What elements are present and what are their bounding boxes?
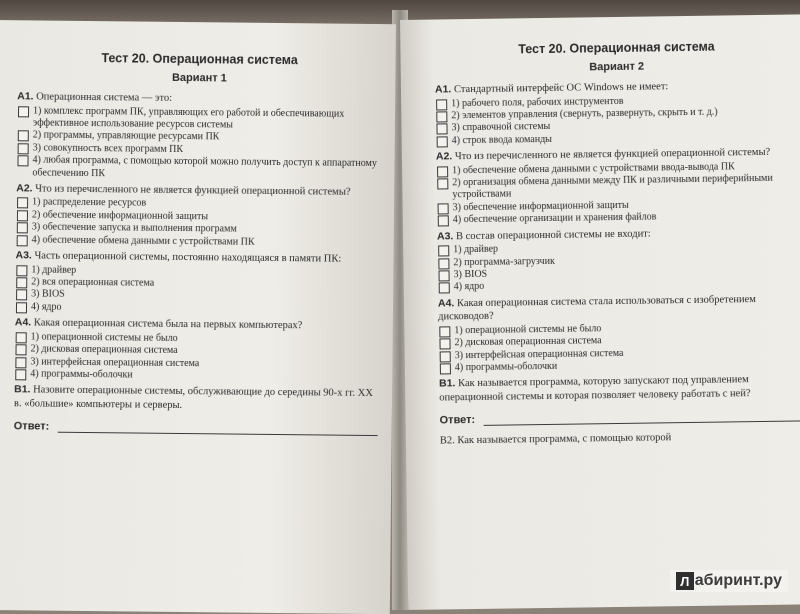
checkbox[interactable] bbox=[17, 198, 28, 209]
question-number: А4. bbox=[14, 316, 32, 329]
checkbox[interactable] bbox=[18, 143, 29, 154]
checkbox[interactable] bbox=[438, 258, 449, 269]
checkbox[interactable] bbox=[439, 283, 450, 294]
question-number: А2. bbox=[16, 182, 33, 195]
question-text: Как называется программа, которую запускают под управлением операционной системы и которая позволяет человеку работать с ней? bbox=[439, 374, 751, 404]
labirint-logo-icon: Л bbox=[676, 572, 694, 590]
answer-line bbox=[14, 421, 378, 437]
page-title: Тест 20. Операционная система bbox=[101, 51, 298, 68]
answer-blank[interactable] bbox=[483, 411, 800, 426]
checkbox[interactable] bbox=[437, 166, 448, 177]
checkbox[interactable] bbox=[438, 216, 449, 227]
option-label: 1) комплекс программ ПК, управляющих его работой и обеспечивающих эффективное использование ресурсов системы bbox=[32, 104, 345, 131]
question-number: А1. bbox=[17, 90, 34, 103]
option-label: 3) обеспечение информационной защиты bbox=[452, 199, 629, 214]
question-5 bbox=[439, 373, 800, 405]
option-label: 2) программа-загрузчик bbox=[453, 255, 555, 268]
checkbox[interactable] bbox=[17, 223, 28, 234]
checkbox[interactable] bbox=[16, 277, 27, 288]
option-label: 2) дисковая операционная система bbox=[30, 343, 178, 357]
option-label: 3) интерфейсная операционная система bbox=[454, 347, 624, 361]
question-4 bbox=[438, 292, 800, 324]
answer-option[interactable] bbox=[14, 368, 378, 384]
option-label: 3) совокупность всех программ ПК bbox=[32, 142, 184, 155]
checkbox[interactable] bbox=[18, 106, 29, 117]
option-label: 1) обеспечение обмена данными с устройствами ввода-вывода ПК bbox=[452, 160, 735, 176]
checkbox[interactable] bbox=[439, 326, 450, 337]
checkbox[interactable] bbox=[437, 178, 448, 189]
option-label: 3) обеспечение запуска и выполнения программ bbox=[31, 221, 237, 235]
checkbox[interactable] bbox=[440, 363, 451, 374]
question-number: А2. bbox=[435, 150, 453, 163]
checkbox[interactable] bbox=[438, 203, 449, 214]
question-text: Часть операционной системы, постоянно находящаяся в памяти ПК: bbox=[34, 250, 342, 265]
option-label: 3) BIOS bbox=[31, 288, 65, 301]
option-label: 2) обеспечение информационной защиты bbox=[31, 209, 209, 223]
question-number: А4. bbox=[437, 297, 455, 310]
question-text: Что из перечисленного не является функцией операционной системы? bbox=[35, 183, 351, 198]
variant-label: Вариант 1 bbox=[171, 71, 227, 85]
watermark-text: абиринт.ру bbox=[694, 572, 782, 589]
checkbox[interactable] bbox=[438, 245, 449, 256]
left-page bbox=[0, 20, 396, 614]
question-text: Какая операционная система стала использоваться с изобретением дисководов? bbox=[438, 293, 756, 323]
question-number: А3. bbox=[15, 249, 32, 262]
checkbox[interactable] bbox=[439, 270, 450, 281]
questions-list bbox=[14, 90, 381, 414]
checkbox[interactable] bbox=[16, 302, 27, 313]
option-label: 4) строк ввода команды bbox=[451, 133, 553, 147]
question-text: Какая операционная система была на первых компьютерах? bbox=[33, 317, 303, 332]
checkbox[interactable] bbox=[436, 124, 447, 135]
checkbox[interactable] bbox=[16, 265, 27, 276]
checkbox[interactable] bbox=[439, 339, 450, 350]
question-number: В1. bbox=[439, 377, 456, 390]
option-label: 4) программы-оболочки bbox=[30, 368, 133, 381]
answer-option[interactable] bbox=[17, 105, 381, 134]
question-text: Что из перечисленного не является функцией операционной системы? bbox=[454, 146, 771, 163]
option-label: 1) рабочего поля, рабочих инструментов bbox=[451, 95, 624, 109]
question-text: Стандартный интерфейс ОС Windows не имеет: bbox=[453, 81, 669, 96]
option-label: 2) организация обмена данными между ПК и различными периферийными устройствами bbox=[452, 172, 773, 201]
checkbox[interactable] bbox=[17, 210, 28, 221]
left-page-content bbox=[14, 50, 382, 436]
option-label: 3) справочной системы bbox=[451, 121, 551, 134]
option-label: 1) операционной системы не было bbox=[30, 331, 178, 344]
option-label: 2) вся операционная система bbox=[31, 276, 155, 289]
answer-option[interactable] bbox=[16, 234, 380, 250]
question-number: А3. bbox=[436, 229, 454, 243]
option-label: 3) BIOS bbox=[453, 268, 488, 281]
checkbox[interactable] bbox=[17, 155, 28, 166]
option-label: 4) любая программа, с помощью которой можно получить доступ к аппаратному обеспечению ПК bbox=[32, 154, 377, 179]
option-label: 2) элементов управления (свернуть, развернуть, скрыть и т. д.) bbox=[451, 106, 718, 122]
answer-option[interactable] bbox=[15, 301, 379, 317]
checkbox[interactable] bbox=[437, 136, 448, 147]
option-label: 2) программы, управляющие ресурсами ПК bbox=[32, 129, 220, 143]
checkbox[interactable] bbox=[15, 344, 26, 355]
option-label: 4) обеспечение обмена данными с устройствами ПК bbox=[31, 234, 255, 248]
answer-label: Ответ: bbox=[439, 414, 476, 427]
question-text: Операционная система — это: bbox=[36, 91, 173, 104]
checkbox[interactable] bbox=[18, 131, 29, 142]
option-label: 3) интерфейсная операционная система bbox=[30, 355, 200, 369]
answer-label: Ответ: bbox=[13, 420, 50, 433]
checkbox[interactable] bbox=[16, 290, 27, 301]
checkbox[interactable] bbox=[15, 369, 26, 380]
option-label: 4) ядро bbox=[30, 301, 62, 313]
option-label: 1) операционной системы не было bbox=[454, 323, 602, 337]
answer-option[interactable] bbox=[436, 172, 800, 202]
checkbox[interactable] bbox=[436, 99, 447, 110]
variant-label: Вариант 2 bbox=[589, 60, 645, 74]
answer-line bbox=[440, 410, 800, 427]
option-label: 1) распределение ресурсов bbox=[32, 196, 147, 210]
question-number: А1. bbox=[434, 83, 452, 96]
checkbox[interactable] bbox=[440, 351, 451, 362]
option-label: 1) драйвер bbox=[31, 263, 77, 276]
answer-blank[interactable] bbox=[57, 422, 378, 436]
next-question: В2. Как называется программа, с помощью которой bbox=[439, 432, 672, 447]
option-label: 4) обеспечение организации и хранения файлов bbox=[452, 211, 657, 226]
question-text: Назовите операционные системы, обслуживающие до середины 90-х гг. XX в. «большие» компьютеры и серверы. bbox=[13, 384, 374, 411]
question-5 bbox=[14, 384, 378, 415]
page-title: Тест 20. Операционная система bbox=[518, 39, 715, 57]
option-label: 4) ядро bbox=[453, 281, 485, 293]
checkbox[interactable] bbox=[16, 332, 27, 343]
option-label: 1) драйвер bbox=[453, 243, 499, 256]
question-text: В состав операционной системы не входит: bbox=[455, 228, 651, 242]
right-page bbox=[400, 14, 800, 610]
right-page-content bbox=[434, 38, 800, 449]
question-number: В1. bbox=[14, 383, 31, 396]
checkbox[interactable] bbox=[436, 111, 447, 122]
labirint-watermark bbox=[670, 570, 788, 592]
checkbox[interactable] bbox=[17, 235, 28, 246]
questions-list bbox=[435, 78, 800, 404]
option-label: 4) программы-оболочки bbox=[454, 360, 558, 374]
option-label: 2) дисковая операционная система bbox=[454, 335, 602, 349]
checkbox[interactable] bbox=[15, 357, 26, 368]
answer-option[interactable] bbox=[16, 154, 380, 183]
